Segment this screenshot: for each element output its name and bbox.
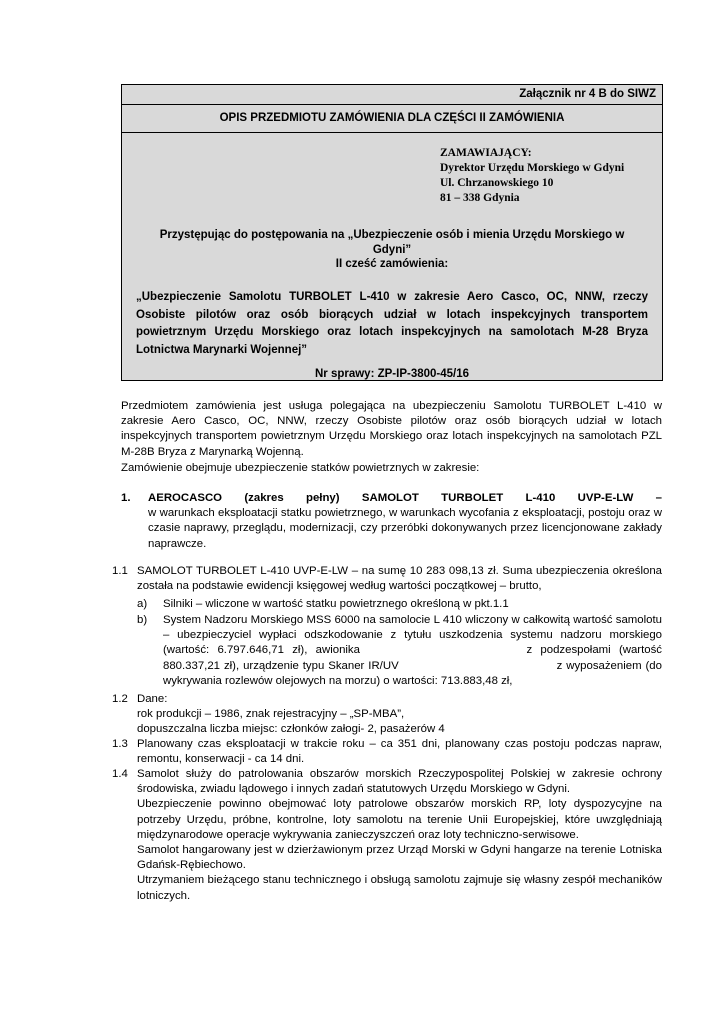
item-1-3-text: Planowany czas eksploatacji w trakcie roku – ca 351 dni, planowany czas postoju podczas napraw, remontu, konserwacji - ca 14 dni. — [137, 738, 662, 766]
case-number: Nr sprawy: ZP-IP-3800-45/16 — [314, 368, 470, 380]
item-a-label: a) — [137, 598, 148, 610]
item-1-4-paragraph-2: Ubezpieczenie powinno obejmować loty patrolowe obszarów morskich RP, loty dyspozycyjne na potrzeby Urzędu, próbne, kontrolne, loty samolotu na terenie Unii Europejskiej, które uwzględniają międzynarodowe operacje wykrywania zanieczyszczeń oraz loty techniczno-serwisowe. — [137, 798, 662, 841]
item-1-2-number: 1.2 — [112, 693, 128, 705]
proceeding-line-2: Gdyni” — [372, 243, 412, 256]
item-1-2-label: Dane: — [137, 693, 168, 705]
part-label: II cześć zamówienia: — [335, 258, 449, 270]
scope-paragraph: Zamówienie obejmuje ubezpieczenie statków powietrznych w zakresie: — [121, 462, 480, 474]
annex-label: Załącznik nr 4 B do SIWZ — [122, 85, 662, 105]
header-box — [121, 84, 663, 381]
item-1-2-line-1: rok produkcji – 1986, znak rejestracyjny – „SP-MBA”, — [137, 708, 405, 721]
orderer-label: ZAMAWIAJĄCY: — [440, 147, 532, 159]
item-1-4-paragraph-4: Utrzymaniem bieżącego stanu technicznego i obsługą samolotu zajmuje się własny zespół mechaników lotniczych. — [137, 874, 662, 902]
intro-paragraph: Przedmiotem zamówienia jest usługa polegająca na ubezpieczeniu Samolotu TURBOLET L-410 w zakresie Aero Casco, OC, NNW, rzeczy Osobiste pilotów oraz osób biorących udział w lotach inspekcyjnych transportem powietrznym Urzędu Morskiego oraz lotach inspekcyjnych na samolotach PZL M-28B Bryza z Marynarką Wojenną. — [121, 400, 662, 458]
orderer-line-3: 81 – 338 Gdynia — [440, 192, 520, 204]
header-main-cell — [122, 133, 662, 380]
item-b-part-2: z podzespołami (wartość 880.337,21 zł), urządzenie typu Skaner IR/UV — [163, 644, 662, 672]
section-1-text: w warunkach eksploatacji statku powietrznego, w warunkach wycofania z eksploatacji, postoju oraz w czasie naprawy, przeglądu, modernizacji, czy przeróbki dokonywanych przez licencjonowane zakłady naprawcze. — [148, 507, 662, 550]
item-1-4 — [137, 767, 662, 904]
orderer-line-1: Dyrektor Urzędu Morskiego w Gdyni — [440, 162, 625, 174]
item-1-3-number: 1.3 — [112, 738, 128, 750]
orderer-line-2: Ul. Chrzanowskiego 10 — [440, 177, 554, 189]
item-b-label: b) — [137, 614, 148, 626]
proceeding-line-1: Przystępując do postępowania na „Ubezpieczenie osób i mienia Urzędu Morskiego w — [159, 229, 625, 241]
item-b-part-3: z wyposażeniem (do wykrywania rozlewów olejowych na morzu) o wartości: 713.883,48 zł, — [163, 659, 662, 687]
item-1-4-paragraph-1: Samolot służy do patrolowania obszarów morskich Rzeczypospolitej Polskiej w zakresie ochrony środowiska, zwiadu lądowego i innych zadań statutowych Urzędu Morskiego w Gdyni. — [137, 768, 662, 796]
section-1-heading: AEROCASCO (zakres pełny) SAMOLOT TURBOLET L-410 UVP-E-LW – — [148, 492, 662, 504]
item-1-1-number: 1.1 — [112, 565, 128, 577]
subject-text: „Ubezpieczenie Samolotu TURBOLET L-410 w zakresie Aero Casco, OC, NNW, rzeczy Osobiste pilotów oraz osób biorących udział w lotach inspekcyjnych transportem powietrznym Urzędu Morskiego oraz lotach inspekcyjnych na samolotach M-28 Bryza Lotnictwa Marynarki Wojennej” — [136, 291, 648, 356]
item-1-4-paragraph-3: Samolot hangarowany jest w dzierżawionym przez Urząd Morski w Gdyni hangarze na terenie Lotniska Gdańsk-Rębiechowo. — [137, 844, 662, 872]
item-1-2 — [137, 692, 662, 738]
proceeding-statement — [136, 228, 648, 272]
section-1-number: 1. — [121, 492, 131, 504]
item-1-1-text: SAMOLOT TURBOLET L-410 UVP-E-LW – na sumę 10 283 098,13 zł. Suma ubezpieczenia określona została na podstawie ewidencji księgowej według wartości początkowej – brutto, — [137, 565, 662, 593]
section-1 — [148, 491, 662, 552]
item-1-2-line-2: dopuszczalna liczba miejsc: członków załogi- 2, pasażerów 4 — [137, 723, 445, 736]
item-a-text: Silniki – wliczone w wartość statku powietrznego określoną w pkt.1.1 — [163, 598, 509, 610]
item-1-4-number: 1.4 — [112, 768, 128, 780]
item-b-text — [163, 613, 662, 689]
item-b-part-1: System Nadzoru Morskiego MSS 6000 na samolocie L 410 wliczony w całkowitą wartość samolotu – ubezpieczyciel wypłaci odszkodowanie z tytułu uszkodzenia systemu nadzoru morskiego (wartość: 6.797.646,71 zł), awionika — [163, 614, 662, 657]
orderer-block — [440, 146, 660, 206]
document-title: OPIS PRZEDMIOTU ZAMÓWIENIA DLA CZĘŚCI II ZAMÓWIENIA — [122, 105, 662, 133]
